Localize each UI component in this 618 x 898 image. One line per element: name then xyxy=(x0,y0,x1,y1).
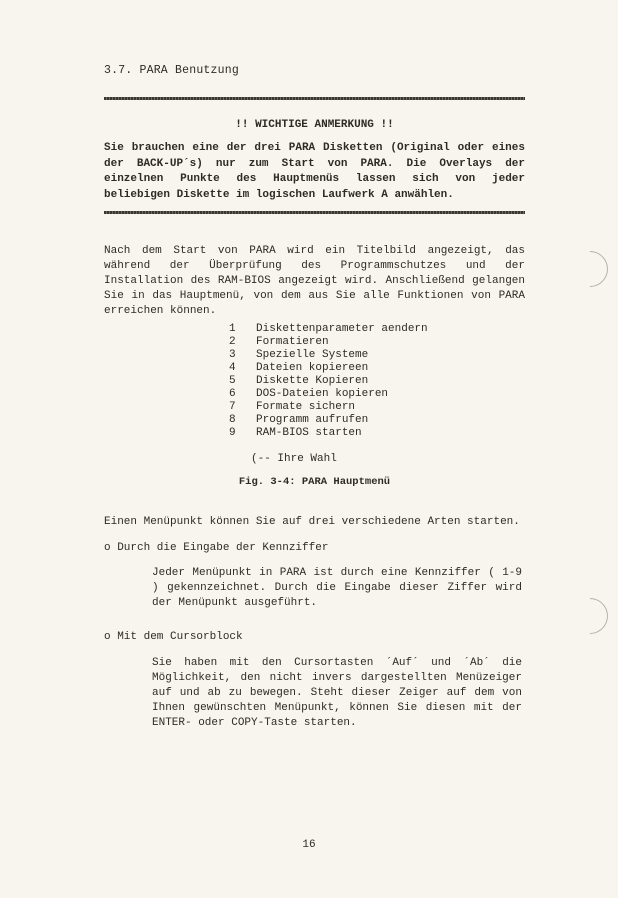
methods-intro: Einen Menüpunkt können Sie auf drei verschiedene Arten starten. xyxy=(104,516,520,528)
method1-body: Jeder Menüpunkt in PARA ist durch eine Kennziffer ( 1-9 ) gekennzeichnet. Durch die Eingabe dieser Ziffer wird der Menüpunkt ausgeführt. xyxy=(152,567,522,609)
punch-hole-mark xyxy=(565,591,616,642)
menu-item-number: 6 xyxy=(229,388,236,400)
menu-item-label: Formatieren xyxy=(256,336,329,348)
notice-body: Sie brauchen eine der drei PARA Disketten (Original oder eines der BACK-UP´s) nur zum Start von PARA. Die Overlays der einzelnen Punkte des Hauptmenüs lassen sich von jeder beliebigen Diskette im logischen Laufwerk A anwählen. xyxy=(104,142,525,201)
menu-item xyxy=(229,362,428,375)
notice-top-rule xyxy=(104,97,525,100)
punch-hole-mark xyxy=(565,244,616,295)
section-heading: 3.7. PARA Benutzung xyxy=(104,64,239,77)
menu-item-label: DOS-Dateien kopieren xyxy=(256,388,389,400)
menu-item-number: 2 xyxy=(229,336,236,348)
menu-item-label: Diskettenparameter aendern xyxy=(256,323,428,335)
menu-item-number: 1 xyxy=(229,323,236,335)
menu-item-label: Diskette Kopieren xyxy=(256,375,369,387)
menu-item-label: Spezielle Systeme xyxy=(256,349,369,361)
page-number: 16 xyxy=(302,839,316,851)
figure-caption: Fig. 3-4: PARA Hauptmenü xyxy=(238,476,391,488)
menu-item-number: 9 xyxy=(229,427,236,439)
menu-item-label: RAM-BIOS starten xyxy=(256,427,362,439)
menu-item-number: 4 xyxy=(229,362,236,374)
menu-item-number: 8 xyxy=(229,414,236,426)
menu-item-label: Formate sichern xyxy=(256,401,356,413)
menu-item xyxy=(229,323,428,336)
menu-prompt: (-- Ihre Wahl xyxy=(251,453,337,465)
method2-body: Sie haben mit den Cursortasten ´Auf´ und ´Ab´ die Möglichkeit, den nicht invers dargestellten Menüzeiger auf und ab zu bewegen. Steht dieser Zeiger auf dem von Ihnen gewünschten Menüpunkt, können Sie diesen mit der ENTER- oder COPY-Taste starten. xyxy=(152,657,522,729)
menu-item xyxy=(229,388,428,401)
method1-title: o Durch die Eingabe der Kennziffer xyxy=(104,542,329,554)
menu-item-label: Programm aufrufen xyxy=(256,414,369,426)
main-menu-list xyxy=(229,323,428,440)
menu-item xyxy=(229,375,428,388)
notice-bottom-rule xyxy=(104,211,525,214)
menu-item xyxy=(229,427,428,440)
menu-item-label: Dateien kopiereen xyxy=(256,362,369,374)
menu-item xyxy=(229,414,428,427)
intro-paragraph: Nach dem Start von PARA wird ein Titelbild angezeigt, das während der Überprüfung des Programmschutzes und der Installation des RAM-BIOS angezeigt wird. Anschließend gelangen Sie in das Hauptmenü, von dem aus Sie alle Funktionen von PARA erreichen können. xyxy=(104,245,525,317)
menu-item-number: 7 xyxy=(229,401,236,413)
menu-item-number: 5 xyxy=(229,375,236,387)
menu-item xyxy=(229,401,428,414)
menu-item xyxy=(229,349,428,362)
menu-item-number: 3 xyxy=(229,349,236,361)
menu-item xyxy=(229,336,428,349)
method2-title: o Mit dem Cursorblock xyxy=(104,631,243,643)
notice-title: !! WICHTIGE ANMERKUNG !! xyxy=(235,119,394,131)
